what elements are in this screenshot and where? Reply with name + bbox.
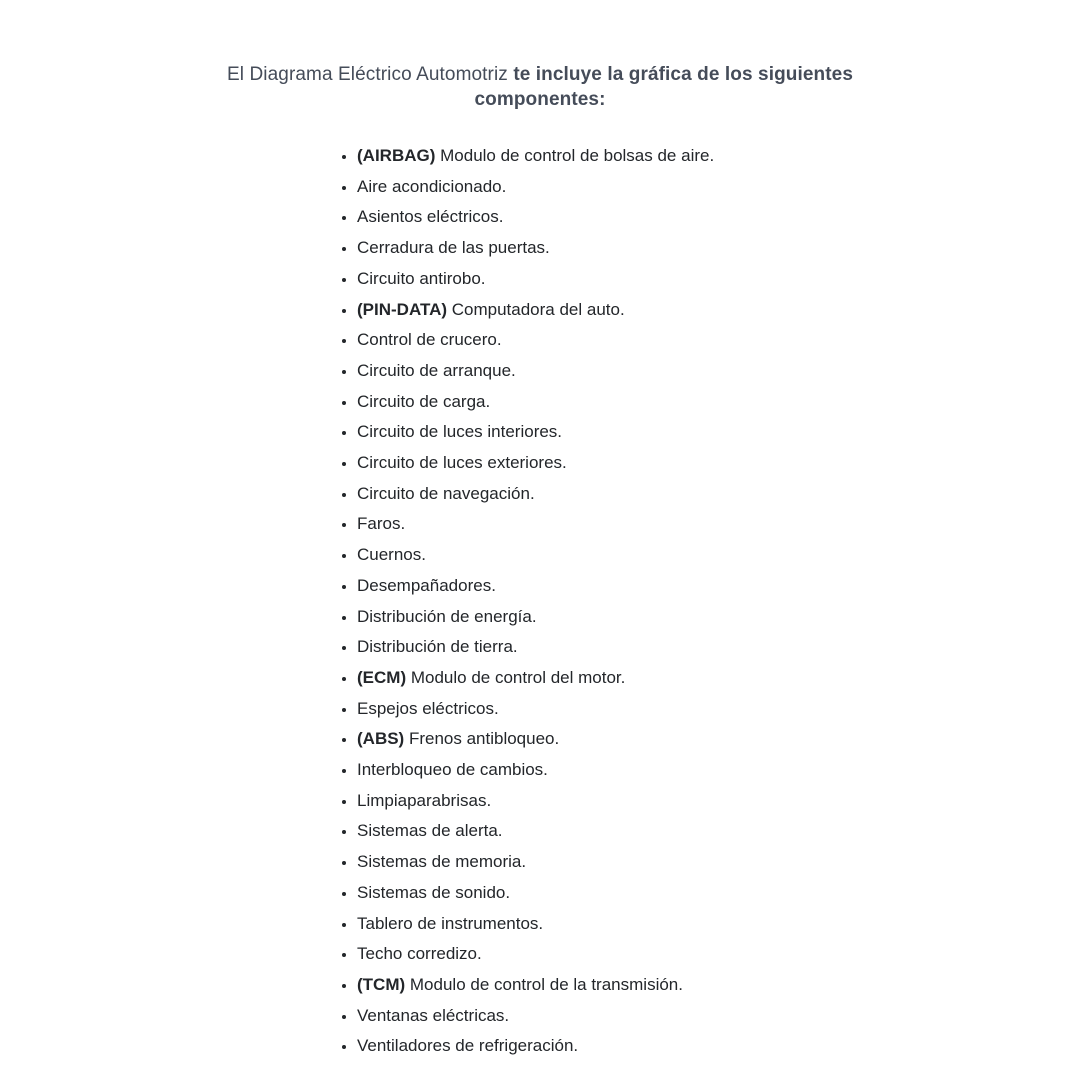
title-bold-text: te incluye la gráfica de los siguientes [513,64,853,85]
list-item [357,1001,1080,1032]
list-item [357,356,1080,387]
list-item-text: Desempañadores. [357,575,496,595]
list-item-text: Distribución de tierra. [357,637,518,657]
list-item-text: Tablero de instrumentos. [357,913,544,933]
list-item [357,387,1080,418]
list-item [357,509,1080,540]
list-item-text: Frenos antibloqueo. [408,729,560,749]
list-item-text: Cuernos. [357,545,426,565]
list-item [357,479,1080,510]
list-item [357,172,1080,203]
list-item [357,417,1080,448]
list-item [357,847,1080,878]
list-item-text: Circuito antirobo. [357,268,486,288]
list-item-text: Circuito de luces exteriores. [357,453,567,473]
list-item [357,571,1080,602]
list-item-text: Cerradura de las puertas. [357,238,550,258]
list-item [357,755,1080,786]
page-title [0,0,1080,112]
list-item-tag: (TCM) [357,974,406,994]
list-item [357,602,1080,633]
list-item [357,970,1080,1001]
title-line-1 [0,62,1080,87]
list-item [357,233,1080,264]
list-item-text: Circuito de navegación. [357,483,535,503]
components-list [0,141,1080,1062]
list-item-text: Ventiladores de refrigeración. [357,1036,579,1056]
list-item-text: Circuito de arranque. [357,360,516,380]
list-item-tag: (ABS) [357,729,405,749]
list-item-text: Modulo de control del motor. [410,667,626,687]
list-item-tag: (AIRBAG) [357,146,436,165]
list-item-text: Techo corredizo. [357,944,482,964]
list-item-text: Sistemas de alerta. [357,821,503,841]
list-item [357,694,1080,725]
list-item-text: Sistemas de memoria. [357,852,527,872]
list-item [357,816,1080,847]
list-item [357,663,1080,694]
list-item-text: Distribución de energía. [357,606,537,626]
list-item-tag: (ECM) [357,667,407,687]
list-item-text: Circuito de carga. [357,391,491,411]
list-item [357,295,1080,326]
list-item-text: Espejos eléctricos. [357,698,499,718]
list-item [357,141,1080,172]
list-item-text: Computadora del auto. [451,299,625,319]
list-item-text: Modulo de control de bolsas de aire. [440,146,715,165]
list-item [357,540,1080,571]
title-regular-text: El Diagrama Eléctrico Automotriz [227,64,508,85]
list-item [357,939,1080,970]
list-item-text: Aire acondicionado. [357,176,507,196]
list-item-tag: (PIN-DATA) [357,299,448,319]
list-item-text: Sistemas de sonido. [357,882,511,902]
list-item-text: Asientos eléctricos. [357,207,504,227]
list-item-text: Ventanas eléctricas. [357,1005,510,1025]
title-line-2: componentes: [474,89,606,110]
list-item [357,909,1080,940]
list-item [357,878,1080,909]
list-item-text: Faros. [357,514,406,534]
list-item-text: Control de crucero. [357,330,502,350]
list-item [357,632,1080,663]
list-item [357,202,1080,233]
list-item-text: Circuito de luces interiores. [357,422,563,442]
list-item [357,264,1080,295]
list-item [357,1031,1080,1062]
list-item [357,724,1080,755]
list-item-text: Modulo de control de la transmisión. [409,974,683,994]
list-item [357,786,1080,817]
list-item-text: Limpiaparabrisas. [357,790,492,810]
list-item [357,448,1080,479]
list-item [357,325,1080,356]
list-item-text: Interbloqueo de cambios. [357,760,548,780]
